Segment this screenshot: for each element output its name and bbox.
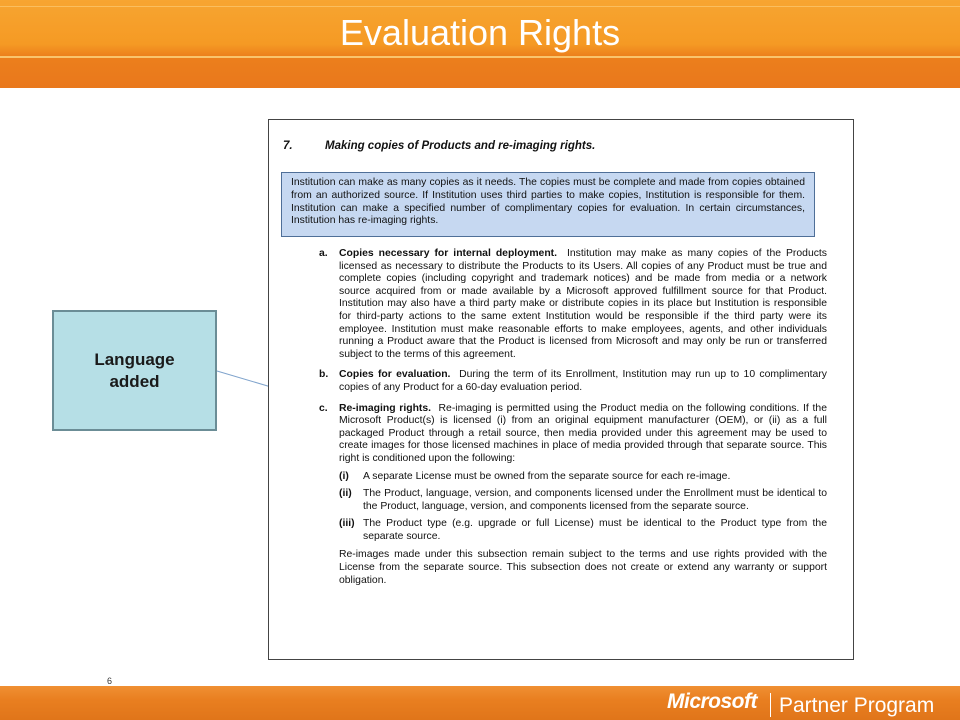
clause-b (319, 369, 827, 394)
clause-a (319, 248, 827, 361)
clause-text: Institution may make as many copies of the Products licensed as necessary to distribute the Products to its Users. All copies of any Product must be true and complete copies (including copyright and trademark notices) and be made from media or a network source acquired from or made available by a Microsoft approved fulfillment source for that Product. Institution may also have a third party make or distribute copies in its place but Institution is responsible for third-party actions to the same extent Institution would be responsible if the third party were its employee. Institution must make reasonable efforts to make employees, agents, and other individuals running a Product aware that the Product is licensed from Microsoft and may only be run or transferred subject to the terms of this agreement. (339, 248, 827, 360)
condition-label: (i) (339, 470, 349, 482)
condition-label: (iii) (339, 518, 355, 530)
summary-box (281, 172, 815, 237)
condition-text: The Product, language, version, and components licensed under the Enrollment must be identical to the Product, language, version, and components licensed from the separate source. (363, 488, 827, 512)
header-divider-line (0, 56, 960, 58)
clause-text: Re-imaging is permitted using the Product media on the following conditions. If the Microsoft Product(s) is licensed (i) from an original equipment manufacturer (OEM), or (ii) as a full packaged Product through a retail source, then media provided under this agreement may be used to create images for those licensed machines in place of media provided through that separate source. This right is conditioned upon the following: (339, 402, 827, 464)
page-number: 6 (107, 676, 113, 686)
clause-c (319, 403, 827, 588)
clause-text: During the term of its Enrollment, Institution may run up to 10 complimentary copies of any Product for a 60-day evaluation period. (339, 369, 827, 393)
microsoft-logo: Microsoft (667, 690, 757, 713)
slide-title: Evaluation Rights (339, 12, 621, 53)
condition-label: (ii) (339, 488, 352, 500)
clause-heading: Copies necessary for internal deployment. (339, 248, 558, 259)
callout-text: Language added (94, 349, 175, 391)
document-excerpt (268, 119, 854, 660)
clause-heading: Copies for evaluation. (339, 369, 451, 381)
clause-label: a. (319, 248, 328, 259)
clause-list (319, 248, 827, 595)
clause-label: c. (319, 402, 328, 414)
closing-paragraph: Re-images made under this subsection remain subject to the terms and use rights provided with the License from the separate source. This subsection does not create or extend any warranty or support obligation. (339, 549, 827, 586)
condition-iii (339, 518, 827, 543)
callout-box (52, 310, 217, 431)
clause-heading: Re-imaging rights. (339, 402, 432, 414)
clause-label: b. (319, 369, 329, 381)
brand-separator (770, 693, 771, 717)
partner-program-label: Partner Program (779, 694, 935, 717)
section-number: 7. (283, 140, 293, 152)
header-highlight-line (0, 6, 960, 7)
condition-ii (339, 488, 827, 513)
condition-i (339, 471, 827, 484)
section-title: Making copies of Products and re-imaging rights. (325, 140, 596, 152)
condition-text: The Product type (e.g. upgrade or full License) must be identical to the Product type from the separate source. (363, 518, 827, 542)
header-band (0, 0, 960, 88)
summary-text: Institution can make as many copies as it needs. The copies must be complete and made from copies obtained from an authorized source. If Institution uses third parties to make copies, Institution is responsible for them. Institution can make a specified number of complimentary copies for evaluation. In certain circumstances, Institution has re-imaging rights. (291, 177, 805, 227)
condition-text: A separate License must be owned from the separate source for each re-image. (363, 470, 731, 482)
section-heading (283, 140, 595, 152)
